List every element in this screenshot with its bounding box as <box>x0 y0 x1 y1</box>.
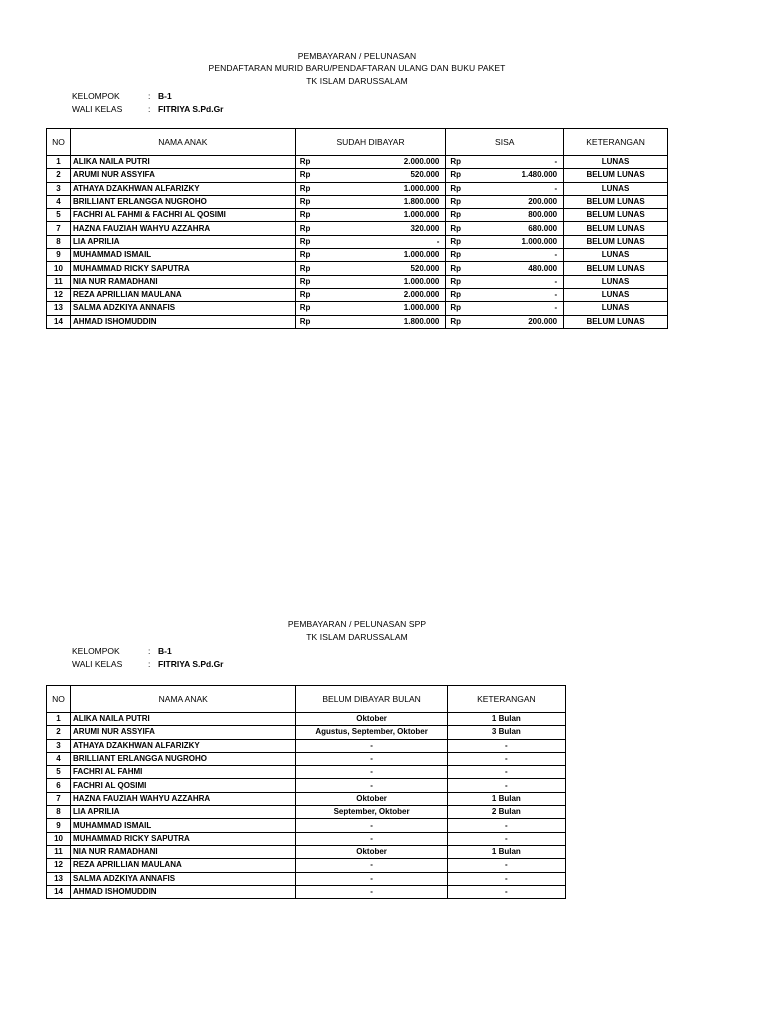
pendaftaran-table <box>46 128 668 329</box>
row-keterangan: - <box>447 859 565 872</box>
row-no: 10 <box>47 832 71 845</box>
row-belum-dibayar-bulan: Agustus, September, Oktober <box>296 726 447 739</box>
row-no: 5 <box>47 766 71 779</box>
row-sisa: 1.000.000 <box>476 235 564 248</box>
row-sisa-currency: Rp <box>446 235 476 248</box>
header-keterangan: KETERANGAN <box>564 129 668 156</box>
row-sudah-dibayar: 1.000.000 <box>325 209 446 222</box>
spp-table-body <box>47 713 566 899</box>
table-row <box>47 169 668 182</box>
row-nama-anak: NIA NUR RAMADHANI <box>70 275 295 288</box>
row-keterangan: BELUM LUNAS <box>564 222 668 235</box>
kelompok-value: B-1 <box>158 91 172 101</box>
table-row <box>47 275 668 288</box>
row-no: 3 <box>47 182 71 195</box>
row-belum-dibayar-bulan: - <box>296 832 447 845</box>
wali-kelas-value: FITRIYA S.Pd.Gr <box>158 659 224 669</box>
row-sisa: 200.000 <box>476 315 564 328</box>
row-sudah-currency: Rp <box>295 288 325 301</box>
colon: : <box>148 659 151 669</box>
row-nama-anak: ALIKA NAILA PUTRI <box>70 156 295 169</box>
row-sisa-currency: Rp <box>446 262 476 275</box>
row-nama-anak: REZA APRILLIAN MAULANA <box>71 859 296 872</box>
row-nama-anak: NIA NUR RAMADHANI <box>71 845 296 858</box>
row-no: 11 <box>47 845 71 858</box>
row-sudah-currency: Rp <box>295 315 325 328</box>
kelompok-label: KELOMPOK <box>72 646 120 656</box>
row-keterangan: - <box>447 872 565 885</box>
row-sudah-currency: Rp <box>295 235 325 248</box>
row-nama-anak: ALIKA NAILA PUTRI <box>71 713 296 726</box>
row-sudah-currency: Rp <box>295 302 325 315</box>
row-sisa-currency: Rp <box>446 249 476 262</box>
row-sudah-currency: Rp <box>295 275 325 288</box>
row-no: 2 <box>47 726 71 739</box>
header-keterangan: KETERANGAN <box>447 686 565 713</box>
row-belum-dibayar-bulan: - <box>296 766 447 779</box>
table-row <box>47 726 566 739</box>
header-sisa: SISA <box>446 129 564 156</box>
row-no: 3 <box>47 739 71 752</box>
section2-wali-kelas <box>72 659 224 670</box>
table-row <box>47 302 668 315</box>
row-belum-dibayar-bulan: - <box>296 779 447 792</box>
row-sudah-currency: Rp <box>295 249 325 262</box>
row-nama-anak: MUHAMMAD RICKY SAPUTRA <box>70 262 295 275</box>
row-sisa-currency: Rp <box>446 315 476 328</box>
colon: : <box>148 91 151 101</box>
header-sudah-dibayar: SUDAH DIBAYAR <box>295 129 446 156</box>
wali-kelas-value: FITRIYA S.Pd.Gr <box>158 104 224 114</box>
row-no: 4 <box>47 752 71 765</box>
row-keterangan: 2 Bulan <box>447 806 565 819</box>
row-sisa: - <box>476 156 564 169</box>
row-nama-anak: MUHAMMAD RICKY SAPUTRA <box>71 832 296 845</box>
table-header-row <box>47 129 668 156</box>
row-sudah-currency: Rp <box>295 222 325 235</box>
table-row <box>47 288 668 301</box>
header-no: NO <box>47 686 71 713</box>
row-sisa: - <box>476 288 564 301</box>
row-sudah-dibayar: 1.000.000 <box>325 182 446 195</box>
row-nama-anak: MUHAMMAD ISMAIL <box>70 249 295 262</box>
row-keterangan: BELUM LUNAS <box>564 262 668 275</box>
row-sudah-dibayar: - <box>325 235 446 248</box>
row-belum-dibayar-bulan: Oktober <box>296 792 447 805</box>
table-row <box>47 766 566 779</box>
row-sudah-dibayar: 2.000.000 <box>325 156 446 169</box>
table-row <box>47 819 566 832</box>
row-nama-anak: HAZNA FAUZIAH WAHYU AZZAHRA <box>71 792 296 805</box>
row-nama-anak: AHMAD ISHOMUDDIN <box>70 315 295 328</box>
row-nama-anak: FACHRI AL FAHMI <box>71 766 296 779</box>
table-row <box>47 885 566 898</box>
row-sisa: 1.480.000 <box>476 169 564 182</box>
row-sudah-currency: Rp <box>295 156 325 169</box>
row-keterangan: - <box>447 885 565 898</box>
row-belum-dibayar-bulan: Oktober <box>296 713 447 726</box>
table-row <box>47 222 668 235</box>
row-no: 12 <box>47 859 71 872</box>
row-nama-anak: BRILLIANT ERLANGGA NUGROHO <box>70 195 295 208</box>
section2-kelompok <box>72 646 172 657</box>
section1-title-1: PEMBAYARAN / PELUNASAN <box>297 51 417 61</box>
row-no: 5 <box>47 209 71 222</box>
row-nama-anak: ARUMI NUR ASSYIFA <box>71 726 296 739</box>
row-no: 12 <box>47 288 71 301</box>
row-keterangan: - <box>447 766 565 779</box>
row-nama-anak: FACHRI AL QOSIMI <box>71 779 296 792</box>
row-keterangan: - <box>447 752 565 765</box>
table-row <box>47 156 668 169</box>
table-header-row <box>47 686 566 713</box>
row-sudah-currency: Rp <box>295 262 325 275</box>
row-keterangan: LUNAS <box>564 288 668 301</box>
row-nama-anak: SALMA ADZKIYA ANNAFIS <box>71 872 296 885</box>
spp-table <box>46 685 566 899</box>
header-nama-anak: NAMA ANAK <box>71 686 296 713</box>
table-row <box>47 182 668 195</box>
section1-title-3: TK ISLAM DARUSSALAM <box>306 76 408 86</box>
colon: : <box>148 104 151 114</box>
row-belum-dibayar-bulan: - <box>296 859 447 872</box>
row-no: 8 <box>47 806 71 819</box>
header-no: NO <box>47 129 71 156</box>
row-sisa-currency: Rp <box>446 195 476 208</box>
row-sisa-currency: Rp <box>446 222 476 235</box>
kelompok-label: KELOMPOK <box>72 91 120 101</box>
row-keterangan: LUNAS <box>564 182 668 195</box>
row-belum-dibayar-bulan: - <box>296 819 447 832</box>
row-nama-anak: ARUMI NUR ASSYIFA <box>70 169 295 182</box>
row-sisa-currency: Rp <box>446 182 476 195</box>
row-keterangan: LUNAS <box>564 156 668 169</box>
row-nama-anak: BRILLIANT ERLANGGA NUGROHO <box>71 752 296 765</box>
row-no: 10 <box>47 262 71 275</box>
table-row <box>47 713 566 726</box>
row-no: 1 <box>47 156 71 169</box>
row-no: 7 <box>47 222 71 235</box>
row-sisa-currency: Rp <box>446 156 476 169</box>
section1-title-2: PENDAFTARAN MURID BARU/PENDAFTARAN ULANG DAN BUKU PAKET <box>208 63 506 73</box>
row-no: 7 <box>47 792 71 805</box>
row-nama-anak: LIA APRILIA <box>71 806 296 819</box>
row-sisa: - <box>476 182 564 195</box>
header-nama-anak: NAMA ANAK <box>70 129 295 156</box>
row-nama-anak: LIA APRILIA <box>70 235 295 248</box>
row-nama-anak: REZA APRILLIAN MAULANA <box>70 288 295 301</box>
row-nama-anak: AHMAD ISHOMUDDIN <box>71 885 296 898</box>
row-keterangan: LUNAS <box>564 275 668 288</box>
row-belum-dibayar-bulan: - <box>296 885 447 898</box>
table-row <box>47 832 566 845</box>
row-sisa-currency: Rp <box>446 209 476 222</box>
section2-title-1: PEMBAYARAN / PELUNASAN SPP <box>287 619 427 629</box>
row-sudah-dibayar: 520.000 <box>325 262 446 275</box>
row-keterangan: BELUM LUNAS <box>564 209 668 222</box>
row-no: 14 <box>47 885 71 898</box>
row-belum-dibayar-bulan: - <box>296 739 447 752</box>
table-row <box>47 872 566 885</box>
row-keterangan: LUNAS <box>564 302 668 315</box>
row-no: 6 <box>47 779 71 792</box>
row-no: 13 <box>47 302 71 315</box>
row-belum-dibayar-bulan: - <box>296 752 447 765</box>
row-no: 9 <box>47 819 71 832</box>
row-no: 9 <box>47 249 71 262</box>
row-no: 2 <box>47 169 71 182</box>
row-keterangan: 1 Bulan <box>447 713 565 726</box>
table-row <box>47 235 668 248</box>
row-nama-anak: ATHAYA DZAKHWAN ALFARIZKY <box>70 182 295 195</box>
row-nama-anak: SALMA ADZKIYA ANNAFIS <box>70 302 295 315</box>
row-belum-dibayar-bulan: Oktober <box>296 845 447 858</box>
row-sisa-currency: Rp <box>446 302 476 315</box>
colon: : <box>148 646 151 656</box>
row-sisa-currency: Rp <box>446 275 476 288</box>
header-belum-dibayar-bulan: BELUM DIBAYAR BULAN <box>296 686 447 713</box>
row-sudah-dibayar: 1.800.000 <box>325 315 446 328</box>
row-belum-dibayar-bulan: - <box>296 872 447 885</box>
row-sisa: 800.000 <box>476 209 564 222</box>
row-keterangan: - <box>447 739 565 752</box>
row-nama-anak: MUHAMMAD ISMAIL <box>71 819 296 832</box>
row-sudah-dibayar: 1.000.000 <box>325 275 446 288</box>
row-sisa: 680.000 <box>476 222 564 235</box>
row-belum-dibayar-bulan: September, Oktober <box>296 806 447 819</box>
row-sudah-dibayar: 1.800.000 <box>325 195 446 208</box>
section2-title-2: TK ISLAM DARUSSALAM <box>306 632 408 642</box>
row-sisa-currency: Rp <box>446 169 476 182</box>
row-keterangan: LUNAS <box>564 249 668 262</box>
row-sudah-currency: Rp <box>295 169 325 182</box>
row-sudah-currency: Rp <box>295 209 325 222</box>
row-sudah-dibayar: 1.000.000 <box>325 302 446 315</box>
row-no: 11 <box>47 275 71 288</box>
row-keterangan: - <box>447 832 565 845</box>
row-sudah-currency: Rp <box>295 182 325 195</box>
section1-wali-kelas <box>72 104 224 115</box>
table-row <box>47 249 668 262</box>
row-keterangan: BELUM LUNAS <box>564 195 668 208</box>
table-row <box>47 845 566 858</box>
row-keterangan: - <box>447 819 565 832</box>
row-keterangan: BELUM LUNAS <box>564 315 668 328</box>
kelompok-value: B-1 <box>158 646 172 656</box>
row-no: 8 <box>47 235 71 248</box>
row-sisa: - <box>476 302 564 315</box>
row-sudah-dibayar: 520.000 <box>325 169 446 182</box>
table-row <box>47 806 566 819</box>
table-row <box>47 792 566 805</box>
pendaftaran-table-body <box>47 156 668 329</box>
section1-kelompok <box>72 91 172 102</box>
table-row <box>47 195 668 208</box>
row-nama-anak: FACHRI AL FAHMI & FACHRI AL QOSIMI <box>70 209 295 222</box>
row-nama-anak: ATHAYA DZAKHWAN ALFARIZKY <box>71 739 296 752</box>
row-sisa-currency: Rp <box>446 288 476 301</box>
row-no: 14 <box>47 315 71 328</box>
row-sudah-dibayar: 320.000 <box>325 222 446 235</box>
row-no: 4 <box>47 195 71 208</box>
row-sudah-dibayar: 2.000.000 <box>325 288 446 301</box>
table-row <box>47 779 566 792</box>
row-nama-anak: HAZNA FAUZIAH WAHYU AZZAHRA <box>70 222 295 235</box>
row-no: 13 <box>47 872 71 885</box>
row-sisa: 200.000 <box>476 195 564 208</box>
table-row <box>47 209 668 222</box>
row-keterangan: 3 Bulan <box>447 726 565 739</box>
row-sisa: - <box>476 249 564 262</box>
wali-kelas-label: WALI KELAS <box>72 659 123 669</box>
row-keterangan: BELUM LUNAS <box>564 235 668 248</box>
table-row <box>47 752 566 765</box>
row-no: 1 <box>47 713 71 726</box>
row-sudah-currency: Rp <box>295 195 325 208</box>
table-row <box>47 262 668 275</box>
row-sudah-dibayar: 1.000.000 <box>325 249 446 262</box>
row-keterangan: 1 Bulan <box>447 845 565 858</box>
table-row <box>47 315 668 328</box>
row-keterangan: - <box>447 779 565 792</box>
table-row <box>47 739 566 752</box>
wali-kelas-label: WALI KELAS <box>72 104 123 114</box>
row-keterangan: BELUM LUNAS <box>564 169 668 182</box>
row-sisa: 480.000 <box>476 262 564 275</box>
table-row <box>47 859 566 872</box>
row-sisa: - <box>476 275 564 288</box>
row-keterangan: 1 Bulan <box>447 792 565 805</box>
